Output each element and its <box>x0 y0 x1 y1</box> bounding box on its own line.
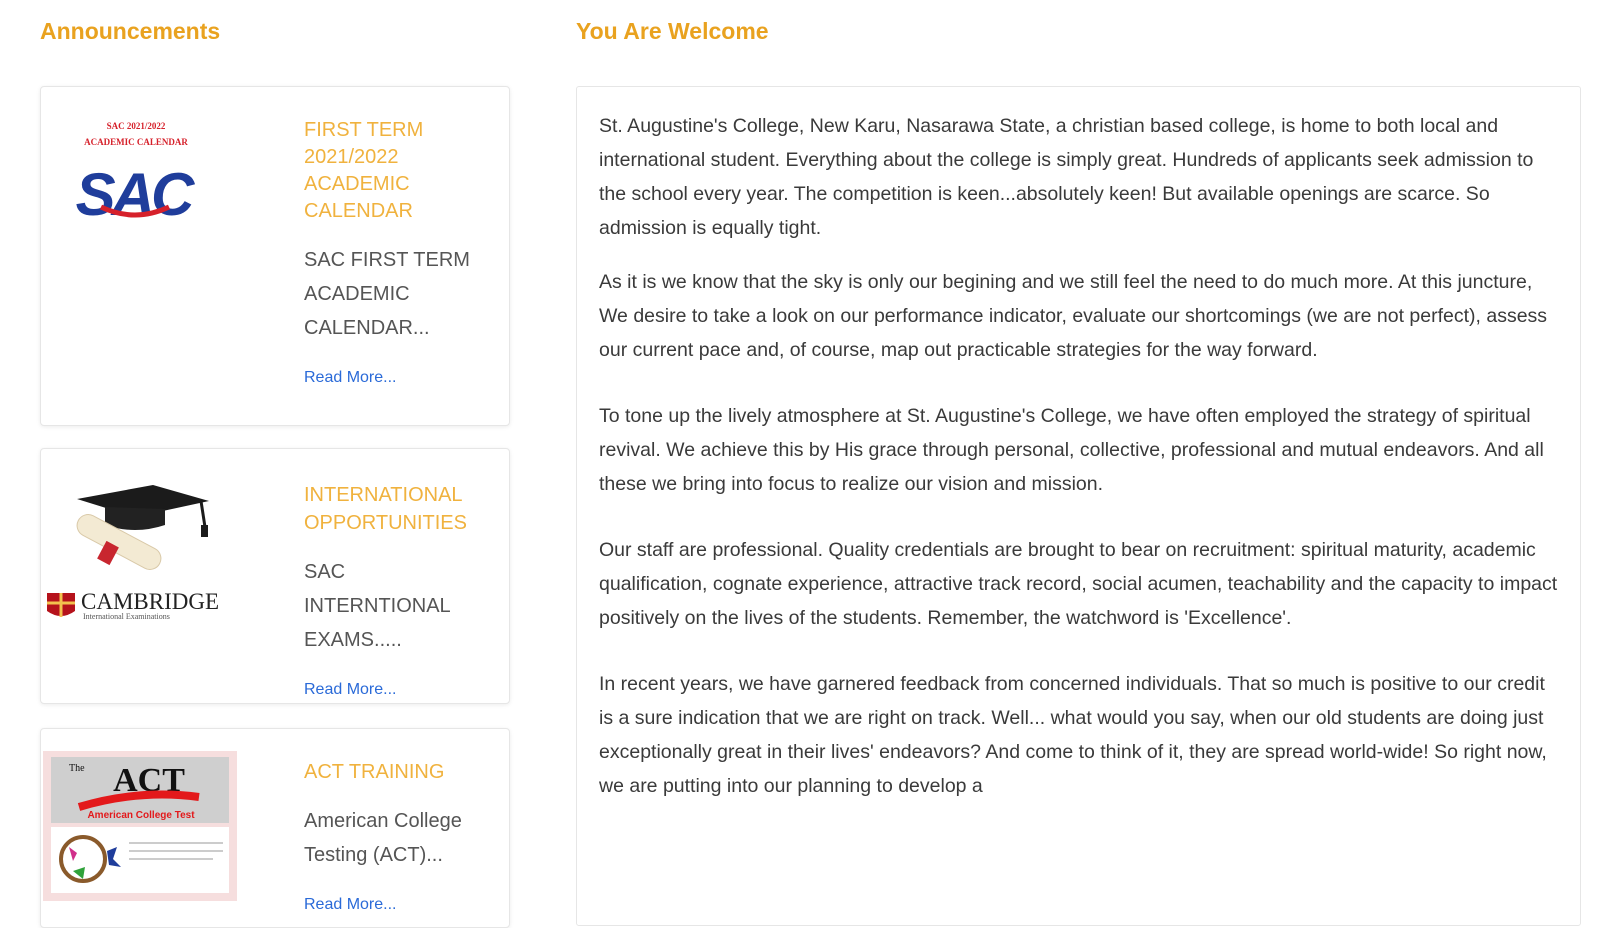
card-excerpt: SAC INTERNTIONAL EXAMS..... <box>304 561 450 651</box>
announcement-card-international <box>40 448 510 704</box>
sac-calendar-thumbnail[interactable] <box>43 115 279 265</box>
card-title[interactable]: FIRST TERM 2021/2022 ACADEMIC CALENDAR <box>304 119 424 222</box>
welcome-paragraph-2: As it is we know that the sky is only our begining and we still feel the need to do much more. At this juncture, We desire to take a look on our performance indicator, evaluate our shortcomings (we are not perfect), assess our current pace and, of course, map out practicable strategies for the way forward. <box>599 271 1548 361</box>
cambridge-logo-text: CAMBRIDGE <box>81 589 220 614</box>
card-title[interactable]: ACT TRAINING <box>304 761 445 783</box>
read-more-link[interactable]: Read More... <box>304 896 397 913</box>
card-excerpt: SAC FIRST TERM ACADEMIC CALENDAR... <box>304 249 470 339</box>
read-more-link[interactable]: Read More... <box>304 369 397 386</box>
act-logo-prefix: The <box>69 763 85 774</box>
card-title[interactable]: INTERNATIONAL OPPORTUNITIES <box>304 484 467 534</box>
thumbnail-caption-line2: ACADEMIC CALENDAR <box>84 137 188 147</box>
cambridge-thumbnail[interactable] <box>43 469 279 619</box>
cambridge-shield-icon <box>47 593 75 617</box>
act-logo: ACT <box>113 762 185 799</box>
welcome-heading: You Are Welcome <box>576 18 769 44</box>
act-thumbnail[interactable] <box>43 751 237 901</box>
announcement-card-academic-calendar <box>40 86 510 426</box>
cambridge-sub-text: International Examinations <box>83 612 170 621</box>
welcome-paragraph-3: To tone up the lively atmosphere at St. Augustine's College, we have often employed the strategy of spiritual revival. We achieve this by His grace through personal, collective, professional and mutual endeavors. And all these we bring into focus to realize our vision and mission. <box>599 405 1544 495</box>
card-excerpt: American College Testing (ACT)... <box>304 810 462 866</box>
act-banner-text: American College Test <box>87 810 195 821</box>
welcome-text-box <box>576 86 1581 926</box>
welcome-paragraph-5: In recent years, we have garnered feedback from concerned individuals. That so much is positive to our credit is a sure indication that we are right on track. Well... what would you say, when our old students are doing just exceptionally great in their lives' endeavors? And come to think of it, they are spread world-wide! So right now, we are putting into our planning to develop a <box>599 673 1547 797</box>
announcements-heading: Announcements <box>40 18 221 44</box>
announcement-card-act-training <box>40 728 510 928</box>
sac-logo: SAC <box>75 161 191 228</box>
read-more-link[interactable]: Read More... <box>304 681 397 698</box>
welcome-paragraph-1: St. Augustine's College, New Karu, Nasarawa State, a christian based college, is home to both local and international student. Everything about the college is simply great. Hundreds of applicants seek admission to the school every year. The competition is keen...absolutely keen! But available openings are scarce. So admission is equally tight. <box>599 115 1534 239</box>
welcome-paragraph-4: Our staff are professional. Quality credentials are brought to bear on recruitment: spiritual maturity, academic qualification, cognate experience, attractive track record, social acumen, teachability and the capacity to impact positively on the lives of the students. Remember, the watchword is 'Excellence'. <box>599 539 1558 629</box>
thumbnail-caption-line1: SAC 2021/2022 <box>106 121 166 131</box>
